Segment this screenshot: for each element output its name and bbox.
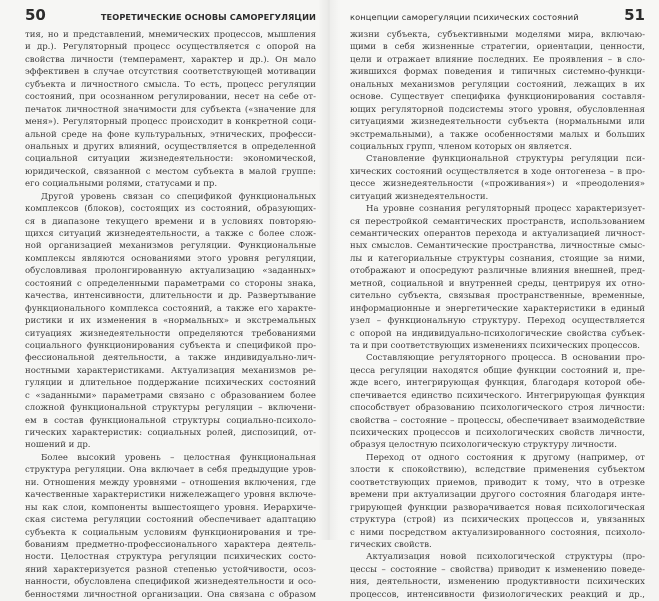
paragraph-start: Более высокий уровень – целостная функциональная — [41, 452, 316, 463]
text-line: ситуациями жизнедеятельности субъекта (нормальными или — [350, 117, 645, 128]
text-line: свойства – состояние – процессы, обеспечивает взаимодействие — [350, 415, 645, 426]
text-line: ситуациях жизнедеятельности определяются требованиями — [25, 328, 316, 339]
text-line: ся в диапазоне текущего времени и в условиях повторяю- — [25, 216, 316, 227]
right-body-text — [350, 29, 645, 601]
paragraph-start: Становление функциональной структуры регуляции пси- — [366, 154, 645, 165]
text-line: ристики и их изменения в «нормальных» и экстремальных — [25, 316, 316, 327]
left-running-head — [25, 6, 316, 26]
paragraph-start: Переход от одного состояния к другому (например, от — [366, 452, 645, 463]
text-line: качества, интенсивности, длительности и др. Развертывание — [25, 291, 316, 302]
text-line: экстремальными), а также особенностями малых и больших — [350, 129, 645, 140]
text-line: с ними посредством актуализированного состояния, психоло- — [350, 527, 645, 538]
text-line: свойства личности (темперамент, характер и др.). Он мало — [25, 54, 316, 65]
text-line: его социальными ролями, статусами и пр. — [25, 179, 218, 190]
page-number: 50 — [25, 6, 46, 24]
text-line: ностными характеристиками. Актуализация механизмов ре- — [25, 365, 316, 376]
text-line: гуляции и длительное поддержание психических состояний — [25, 378, 316, 389]
text-line: хических состояний осуществляется в ходе онтогенеза – в про- — [350, 166, 645, 177]
text-line: нанности, обусловлена спецификой жизнедеятельности и осо- — [25, 577, 316, 588]
text-line: с опорой на индивидуально-психологические свойства субъек- — [350, 328, 645, 339]
text-line: и др.). Регуляторный процесс осуществляется с опорой на — [25, 42, 316, 53]
text-line: злости к спокойствию), вследствие применения субъектом — [350, 465, 645, 476]
text-line: фессиональной деятельности, а также индивидуально-лич- — [25, 353, 316, 364]
text-line: бованиям предметно-профессионального характера деятель- — [25, 539, 316, 550]
text-line: социальной ситуации жизнедеятельности: экономической, — [25, 154, 316, 165]
text-line: яний характеризуется разной степенью устойчивости, осоз- — [25, 564, 316, 575]
text-line: психических процессов и психологических свойств личности, — [350, 428, 645, 438]
text-line: цесса регуляции находятся общие функции состояний и, пре- — [350, 365, 645, 376]
text-line: гических свойств. — [350, 539, 432, 550]
text-line: процессов, интенсивности физиологических реакций и др., — [350, 589, 645, 600]
text-line: субъекта к социальным условиям функционирования и тре- — [25, 527, 316, 538]
text-line: та и при соответствующих изменениях психических процессов. — [350, 340, 640, 351]
text-line: комплексы являются основаниями этого уровня регуляции, — [25, 253, 316, 264]
text-line: обусловливая пролонгированную актуализацию «заданных» — [25, 266, 316, 277]
text-line: способствует образованию психологического строя личности: — [350, 403, 645, 414]
text-line: печаток личностной значимости для субъекта («значение для — [25, 104, 316, 115]
right-running-head — [350, 6, 645, 26]
left-body-text — [25, 29, 316, 601]
text-line: ем в состав функциональной структуры социально-психоло- — [25, 415, 316, 426]
text-line: тия, но и представлений, мнемических процессов, мышления — [25, 30, 316, 40]
text-line: ности. Целостная структура регуляции психических состо- — [25, 552, 316, 563]
text-line: структура регуляции. Она включает в себя предыдущие уров- — [25, 465, 316, 476]
text-line: альной среде на фоне культуральных, этнических, професси- — [25, 129, 316, 140]
section-heading-paragraph: Составляющие регуляторного процесса. В основании про- — [366, 353, 645, 364]
text-line: состояний, при осознанном регулировании, несет на себе от- — [25, 92, 316, 103]
text-line: лы и категориальные структуры сознания, стоящие за ними, — [350, 253, 645, 264]
text-line: гических характеристик: социальных ролей, диспозиций, от- — [25, 428, 316, 438]
text-line: семантических оперантов перехода и актуализацией личност- — [350, 229, 645, 239]
text-line: цели и отражает влияние последних. Ее проявления – в сло- — [350, 54, 645, 65]
text-line: основе. Существует специфика функционирования составля- — [350, 92, 645, 103]
text-line: ношений и др. — [25, 440, 91, 451]
text-line: социальных групп, членом которых он является. — [350, 141, 572, 152]
text-line: ной организацией механизмов регуляции. Функциональные — [25, 241, 316, 252]
text-line: ся перестройкой семантических пространств, использованием — [350, 216, 645, 227]
text-line: ни. Отношения между уровнями – отношения включения, где — [25, 477, 316, 488]
text-line: социального функционирования субъекта и спецификой про- — [25, 340, 316, 351]
text-line: сительно субъекта, связывая пространственные, временные, — [350, 291, 645, 302]
text-line: грирующей функции разворачивается новая психологическая — [350, 502, 645, 513]
text-line: ональных и других влияний, осуществляется в определенной — [25, 141, 316, 152]
text-line: щихся ситуаций жизнедеятельности, а также с более слож- — [25, 229, 316, 239]
text-line: комплексов (блоков), состоящих из состояний, образующих- — [25, 204, 316, 215]
text-line: бенностями личностной организации. Она связана с образом — [25, 589, 316, 600]
text-line: качественные характеристики нижележащего уровня включе- — [25, 490, 316, 501]
text-line: жившихся формах поведения и типичных системно-функци- — [350, 67, 645, 78]
text-line: ональных механизмов регуляции состояний, лежащих в их — [350, 79, 645, 90]
right-page — [330, 0, 659, 600]
paragraph-start: Другой уровень связан со спецификой функциональных — [41, 191, 316, 202]
text-line: времени при актуализации другого состояния благодаря инте- — [350, 490, 645, 501]
text-line: отображают и опосредуют различные влияния внешней, пред- — [350, 266, 645, 277]
text-line: ны как слои, компоненты вышестоящего уровня. Иерархиче- — [25, 502, 316, 513]
text-line: функционального комплекса состояний, а также его характе- — [25, 303, 316, 314]
text-line: жизни субъекта, субъективными моделями мира, включаю- — [350, 30, 645, 40]
text-line: с «заданными» параметрами связано с образованием более — [25, 390, 316, 401]
paragraph-start: Актуализация новой психологической структуры (про- — [366, 552, 645, 563]
text-line: метной, социальной и внутренней среды, центрируя их отно- — [350, 278, 645, 289]
text-line: ситуаций жизнедеятельности. — [350, 191, 489, 202]
text-line: цессы – состояние – свойства) приводит к изменению поведе- — [350, 564, 645, 575]
text-line: ных смыслов. Семантические пространства, личностные смыс- — [350, 241, 645, 252]
left-page — [0, 0, 330, 600]
text-line: соответствующих приемов, приводит к тому, что в отрезке — [350, 477, 645, 488]
text-line: ния, деятельности, изменению продуктивности психических — [350, 577, 645, 588]
page-number: 51 — [624, 6, 645, 24]
running-title: ТЕОРЕТИЧЕСКИЕ ОСНОВЫ САМОРЕГУЛЯЦИИ — [100, 12, 316, 22]
text-line: цессе жизнедеятельности («проживания») и «преодоления» — [350, 179, 645, 190]
running-title: концепции саморегуляции психических состояний — [350, 12, 579, 22]
text-line: ская система регуляции состояний обеспечивает адаптацию — [25, 515, 316, 526]
text-line: спечивается единство психического. Интегрирующая функция — [350, 390, 645, 401]
text-line: меня»). Регуляторный процесс происходит в конкретной соци- — [25, 117, 316, 128]
paragraph-start: На уровне сознания регуляторный процесс характеризует- — [366, 204, 645, 215]
text-line: узел – функциональную структуру. Переход осуществляется — [350, 316, 645, 327]
text-line: состояний с определенными параметрами со стороны знака, — [25, 278, 316, 289]
text-line: сложной функциональной структуры регуляции – включени- — [25, 403, 316, 414]
text-line: жде всего, интегрирующая функция, благодаря которой обе- — [350, 378, 645, 389]
text-line: щими в себя жизненные стратегии, ориентации, ценности, — [350, 42, 645, 53]
text-line: эффективен в случае отсутствия соответствующей мотивации — [25, 67, 316, 78]
text-line: образуя целостную психологическую структуру личности. — [350, 440, 617, 451]
text-line: юридической, связанной с местом субъекта в малой группе: — [25, 166, 316, 177]
text-line: информационные и энергетические характеристики в единый — [350, 303, 645, 314]
text-line: структура (строй) из психических процессов и, увязанных — [350, 515, 645, 526]
text-line: ющих регуляторной подсистемы этого уровня, обусловленная — [350, 104, 645, 115]
text-line: субъекта и личностного смысла. То есть, процесс регуляции — [25, 79, 316, 90]
